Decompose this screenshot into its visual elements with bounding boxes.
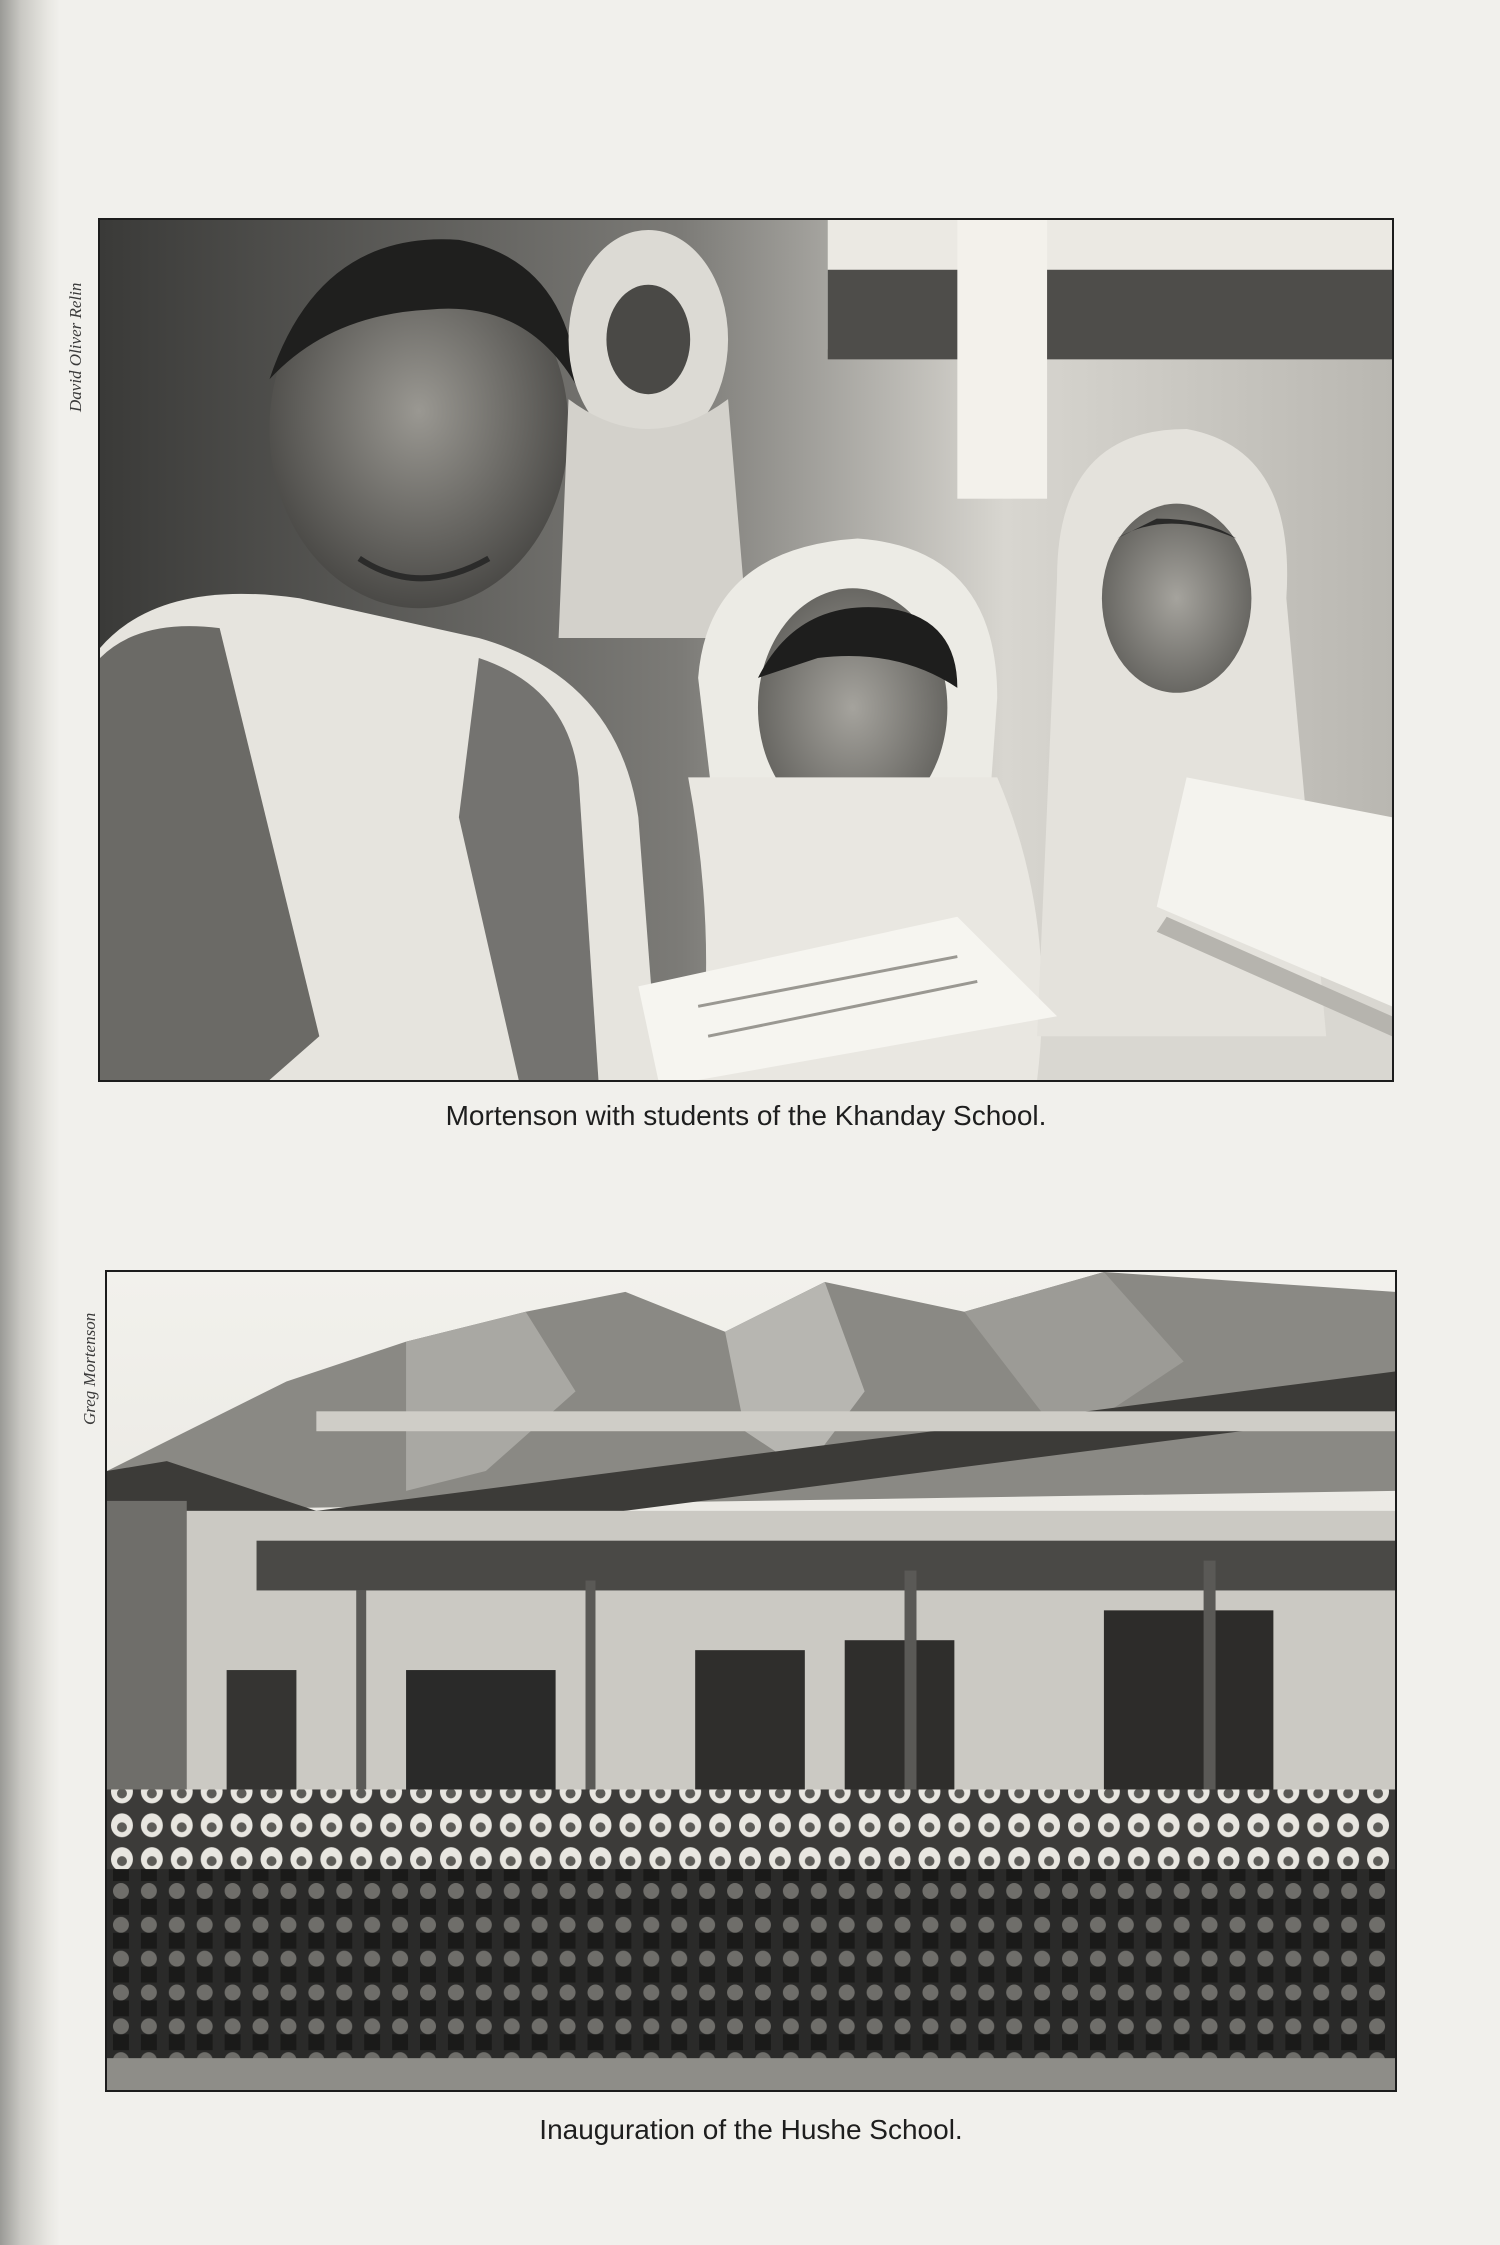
book-gutter-shadow <box>0 0 60 2245</box>
photo-caption-bottom: Inauguration of the Hushe School. <box>539 2114 963 2145</box>
photo-khanday-school <box>98 218 1394 1082</box>
photo-hushe-school <box>105 1270 1397 2092</box>
photo-caption-top: Mortenson with students of the Khanday School. <box>445 1100 1047 1131</box>
photo-credit-bottom: Greg Mortenson <box>80 1312 99 1425</box>
photo-credit-top: David Oliver Relin <box>66 282 85 412</box>
